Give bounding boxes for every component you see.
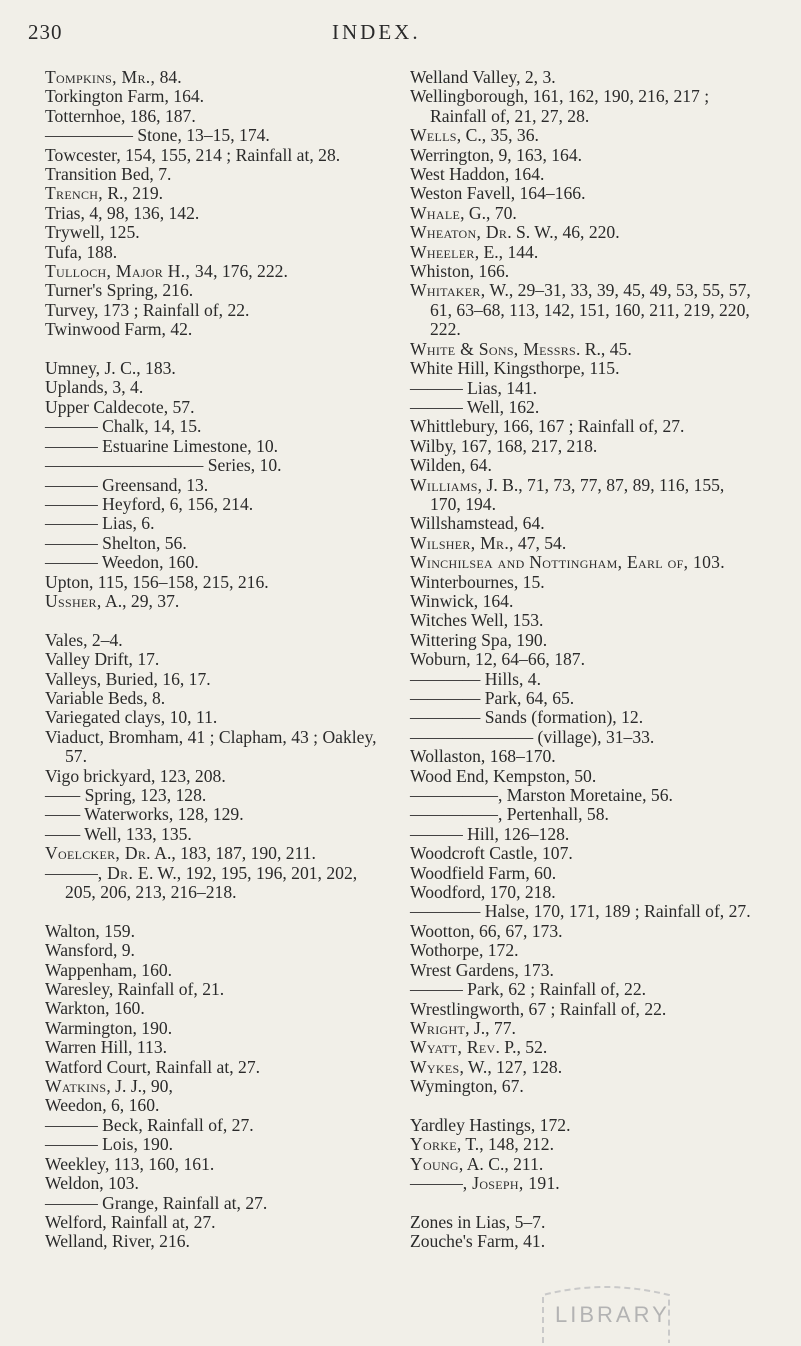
index-entry: Wilby, 167, 168, 217, 218. — [410, 435, 598, 456]
index-entry: ——— Chalk, 14, 15. — [45, 416, 202, 437]
index-entry: Welford, Rainfall at, 27. — [45, 1211, 216, 1232]
index-entry: Wansford, 9. — [45, 940, 135, 961]
index-entry: Transition Bed, 7. — [45, 164, 172, 185]
index-entry: ——— Lias, 141. — [410, 377, 538, 398]
index-entry: ——— Shelton, 56. — [45, 532, 187, 553]
index-entry: ————— Stone, 13–15, 174. — [45, 125, 270, 146]
index-entry: Watford Court, Rainfall at, 27. — [45, 1056, 261, 1077]
index-entry: Woodford, 170, 218. — [410, 882, 556, 903]
index-entry: Turner's Spring, 216. — [45, 280, 194, 301]
index-entry: Weekley, 113, 160, 161. — [45, 1153, 215, 1174]
index-entry: Zouche's Farm, 41. — [410, 1231, 546, 1252]
index-entry: Wheaton, Dr. S. W., 46, 220. — [410, 222, 620, 243]
index-entry: Whiston, 166. — [410, 261, 510, 282]
section-gap — [410, 1097, 756, 1116]
index-entry: Voelcker, Dr. A., 183, 187, 190, 211. — [45, 843, 316, 864]
index-entry: Woodcroft Castle, 107. — [410, 843, 573, 864]
index-entry: —— Waterworks, 128, 129. — [45, 804, 244, 825]
index-entry: Witches Well, 153. — [410, 610, 544, 631]
index-entry: Wappenham, 160. — [45, 959, 173, 980]
index-entry: Totternhoe, 186, 187. — [45, 105, 196, 126]
index-entry: Wyatt, Rev. P., 52. — [410, 1037, 548, 1058]
section-gap — [410, 1194, 756, 1213]
index-entry: Wellingborough, 161, 162, 190, 216, 217 ; Rainfall of, 21, 27, 28. — [410, 86, 714, 126]
index-column-left — [45, 68, 391, 1252]
index-entry: Whitaker, W., 29–31, 33, 39, 45, 49, 53, 55, 57, 61, 63–68, 113, 142, 151, 160, 211, 219, 220, 222. — [410, 280, 756, 340]
section-gap — [45, 902, 391, 921]
index-entry: Upton, 115, 156–158, 215, 216. — [45, 571, 269, 592]
index-entry: ——— Weedon, 160. — [45, 552, 199, 573]
index-entry: ——————— (village), 31–33. — [410, 726, 655, 747]
index-entry: —————, Marston Moretaine, 56. — [410, 785, 673, 806]
index-entry: West Haddon, 164. — [410, 164, 545, 185]
index-entry: ———— Sands (formation), 12. — [410, 707, 644, 728]
index-entry: ——— Park, 62 ; Rainfall of, 22. — [410, 979, 647, 1000]
index-entry: Winterbournes, 15. — [410, 571, 545, 592]
index-entry: Wheeler, E., 144. — [410, 241, 539, 262]
index-entry: Valleys, Buried, 16, 17. — [45, 668, 211, 689]
index-entry: ————————— Series, 10. — [45, 455, 282, 476]
index-entry: Wymington, 67. — [410, 1076, 524, 1097]
index-entry: —— Well, 133, 135. — [45, 823, 192, 844]
index-entry: Tompkins, Mr., 84. — [45, 67, 182, 87]
index-entry: ——— Greensand, 13. — [45, 474, 209, 495]
index-entry: Weston Favell, 164–166. — [410, 183, 586, 204]
index-entry: Weedon, 6, 160. — [45, 1095, 160, 1116]
index-entry: —— Spring, 123, 128. — [45, 785, 207, 805]
index-entry: ——— Estuarine Limestone, 10. — [45, 435, 279, 456]
index-entry: Williams, J. B., 71, 73, 77, 87, 89, 116, 155, 170, 194. — [410, 474, 729, 514]
index-entry: ——— Lois, 190. — [45, 1134, 174, 1155]
index-entry: Young, A. C., 211. — [410, 1153, 544, 1174]
index-entry: Wrest Gardens, 173. — [410, 959, 554, 980]
index-entry: Whittlebury, 166, 167 ; Rainfall of, 27. — [410, 416, 685, 437]
index-entry: ———— Park, 64, 65. — [410, 688, 575, 708]
index-entry: —————, Pertenhall, 58. — [410, 804, 609, 825]
index-entry: Warmington, 190. — [45, 1017, 173, 1038]
section-gap — [45, 340, 391, 359]
index-entry: Ussher, A., 29, 37. — [45, 590, 180, 611]
index-entry: ——— Lias, 6. — [45, 513, 155, 534]
index-entry: Winchilsea and Nottingham, Earl of, 103. — [410, 552, 725, 573]
index-entry: Whale, G., 70. — [410, 202, 517, 223]
index-entry: Variegated clays, 10, 11. — [45, 707, 218, 728]
index-entry: Wrestlingworth, 67 ; Rainfall of, 22. — [410, 998, 667, 1019]
index-entry: Woodfield Farm, 60. — [410, 862, 557, 883]
index-entry: Valley Drift, 17. — [45, 649, 160, 670]
index-entry: Wittering Spa, 190. — [410, 629, 548, 650]
index-entry: White Hill, Kingsthorpe, 115. — [410, 358, 620, 379]
index-entry: Wykes, W., 127, 128. — [410, 1056, 563, 1077]
index-entry: Upper Caldecote, 57. — [45, 396, 195, 417]
index-entry: Willshamstead, 64. — [410, 513, 545, 534]
index-entry: ——— Hill, 126–128. — [410, 823, 570, 844]
index-entry: Trias, 4, 98, 136, 142. — [45, 202, 200, 223]
index-entry: Twinwood Farm, 42. — [45, 319, 193, 340]
index-entry: Welland, River, 216. — [45, 1231, 190, 1252]
index-entry: Torkington Farm, 164. — [45, 86, 205, 107]
index-entry: Walton, 159. — [45, 920, 135, 941]
index-entry: Warkton, 160. — [45, 998, 145, 1019]
index-entry: Weldon, 103. — [45, 1173, 139, 1194]
index-entry: Woburn, 12, 64–66, 187. — [410, 649, 586, 670]
index-entry: Towcester, 154, 155, 214 ; Rainfall at, 28. — [45, 144, 341, 165]
index-entry: Watkins, J. J., 90, — [45, 1076, 173, 1097]
index-entry: Wollaston, 168–170. — [410, 746, 556, 767]
index-entry: Waresley, Rainfall of, 21. — [45, 979, 225, 1000]
index-entry: Trench, R., 219. — [45, 183, 164, 204]
index-entry: White & Sons, Messrs. R., 45. — [410, 338, 632, 359]
index-entry: Tufa, 188. — [45, 241, 118, 262]
index-entry: Zones in Lias, 5–7. — [410, 1211, 546, 1232]
index-entry: Werrington, 9, 163, 164. — [410, 144, 583, 165]
index-entry: Trywell, 125. — [45, 222, 140, 243]
index-entry: Umney, J. C., 183. — [45, 358, 176, 379]
index-entry: Variable Beds, 8. — [45, 687, 166, 708]
index-entry: ———, Joseph, 191. — [410, 1173, 560, 1194]
index-entry: Yardley Hastings, 172. — [410, 1114, 571, 1135]
index-entry: Welland Valley, 2, 3. — [410, 67, 556, 87]
index-entry: Warren Hill, 113. — [45, 1037, 168, 1058]
page-number: 230 — [28, 20, 63, 44]
index-column-right — [410, 68, 756, 1252]
index-entry: ———— Halse, 170, 171, 189 ; Rainfall of, 27. — [410, 901, 751, 922]
page-title: INDEX. — [332, 20, 421, 44]
index-entry: Turvey, 173 ; Rainfall of, 22. — [45, 299, 250, 320]
index-entry: Yorke, T., 148, 212. — [410, 1134, 554, 1155]
index-entry: Wilsher, Mr., 47, 54. — [410, 532, 567, 553]
index-entry: Vigo brickyard, 123, 208. — [45, 765, 226, 786]
index-entry: ——— Beck, Rainfall of, 27. — [45, 1114, 254, 1135]
index-entry: ——— Well, 162. — [410, 396, 540, 417]
index-entry: Wilden, 64. — [410, 455, 492, 476]
index-entry: Vales, 2–4. — [45, 629, 123, 650]
index-entry: Viaduct, Bromham, 41 ; Clapham, 43 ; Oakley, 57. — [45, 726, 381, 767]
index-entry: Wothorpe, 172. — [410, 940, 519, 961]
section-gap — [45, 611, 391, 630]
index-entry: ——— Grange, Rainfall at, 27. — [45, 1192, 268, 1213]
library-stamp-text: LIBRARY — [555, 1302, 670, 1327]
index-entry: Winwick, 164. — [410, 590, 514, 611]
index-entry: Tulloch, Major H., 34, 176, 222. — [45, 261, 288, 282]
index-entry: Wells, C., 35, 36. — [410, 125, 539, 146]
index-entry: Wood End, Kempston, 50. — [410, 765, 597, 786]
index-entry: ———— Hills, 4. — [410, 668, 541, 689]
index-entry: Uplands, 3, 4. — [45, 377, 144, 398]
index-entry: ———, Dr. E. W., 192, 195, 196, 201, 202, 205, 206, 213, 216–218. — [45, 862, 362, 903]
index-entry: ——— Heyford, 6, 156, 214. — [45, 493, 254, 514]
index-entry: Wright, J., 77. — [410, 1017, 516, 1038]
index-entry: Wootton, 66, 67, 173. — [410, 920, 563, 941]
